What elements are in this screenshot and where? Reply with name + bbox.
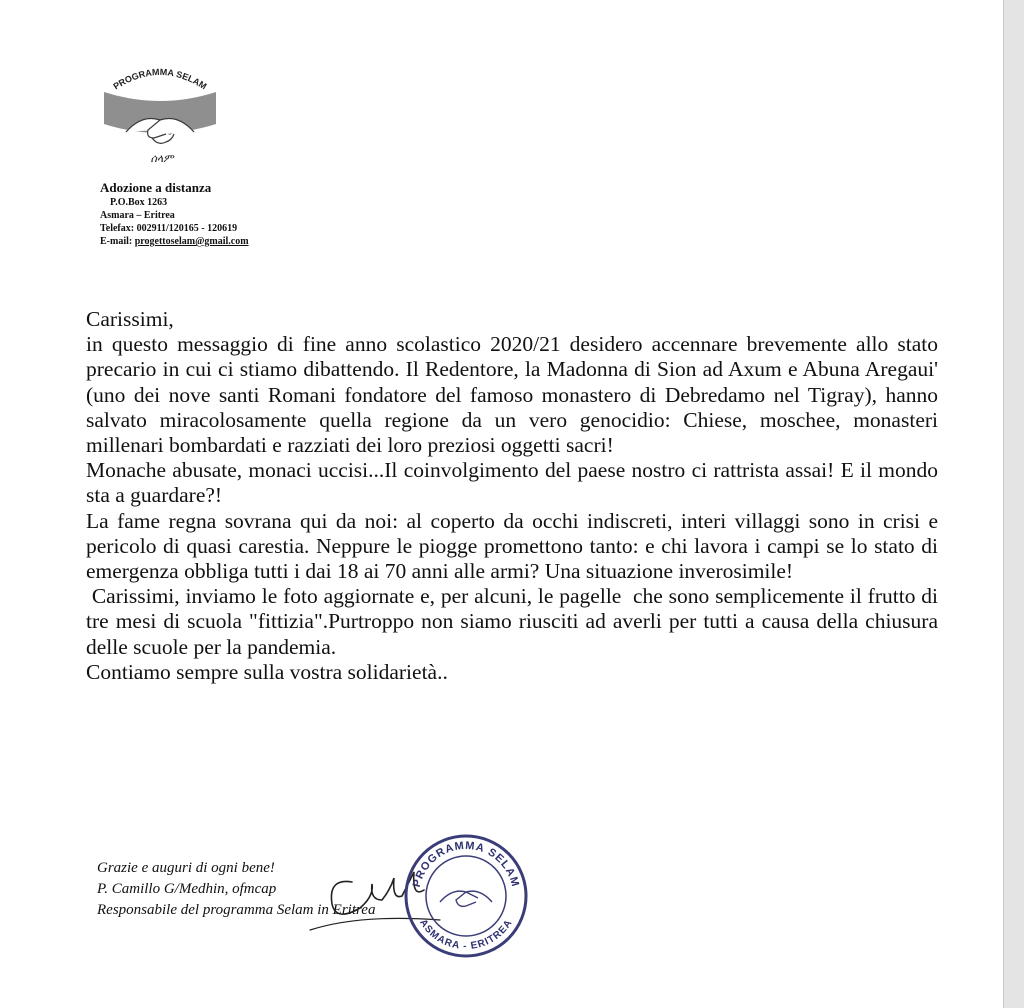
letter-paragraph: Carissimi, inviamo le foto aggiornate e, per alcuni, le pagelle che sono semplicemente il frutto di tre mesi di scuola "fittizia".Purtroppo non siamo riusciti ad averli per tutti a causa della chiusura delle scuole per la pandemia. <box>86 584 944 659</box>
letterhead <box>100 180 249 248</box>
letter-greeting: Carissimi, <box>86 307 174 331</box>
letterhead-email <box>100 235 249 248</box>
letter-paragraph: Contiamo sempre sulla vostra solidarietà.. <box>86 659 448 684</box>
letter-paragraph: in questo messaggio di fine anno scolastico 2020/21 desidero accennare brevemente allo stato precario in cui ci stiamo dibattendo. Il Redentore, la Madonna di Sion ad Axum e Abuna Aregaui' (uno dei nove santi Romani fondatore del famoso monastero di Debredamo nel Tigray), hanno salvato miracolosamente quella regione da un vero genocidio: Chiese, moschee, monasteri millenari bombardati e razziati dei loro preziosi oggetti sacri! <box>86 332 938 458</box>
letterhead-telefax: Telefax: 002911/120165 - 120619 <box>100 223 238 234</box>
letterhead-org: Adozione a distanza <box>100 180 212 195</box>
letter-body <box>86 307 944 685</box>
closing-greeting: Grazie e auguri di ogni bene! <box>97 860 275 876</box>
signatory-name: P. Camillo G/Medhin, ofmcap <box>97 881 277 897</box>
letterhead-pobox: P.O.Box 1263 <box>110 197 168 208</box>
letter-paragraph: La fame regna sovrana qui da noi: al coperto da occhi indiscreti, interi villaggi sono in crisi e pericolo di quasi carestia. Neppure le piogge promettono tanto: e chi lavora i campi se lo stato di emergenza obbliga tutti i dai 18 ai 70 anni alle armi? Una situazione inverosimile! <box>86 508 938 584</box>
letter-paragraph: Monache abusate, monaci uccisi...Il coinvolgimento del paese nostro ci rattrista assai! E il mondo sta a guardare?! <box>86 458 938 508</box>
letterhead-city: Asmara – Eritrea <box>100 210 175 221</box>
programma-selam-logo <box>100 62 220 172</box>
svg-text:PROGRAMMA SELAM: PROGRAMMA SELAM <box>111 66 209 92</box>
svg-text:ASMARA - ERITREA: ASMARA - ERITREA <box>417 917 515 953</box>
email-link[interactable]: progettoselam@gmail.com <box>134 236 249 247</box>
handshake-icon <box>440 891 492 906</box>
programma-selam-stamp <box>402 832 530 960</box>
email-label: E-mail: <box>100 236 135 247</box>
signatory-role: Responsabile del programma Selam in Eritrea <box>97 902 376 918</box>
svg-text:ሰላም: ሰላም <box>150 152 174 165</box>
page-edge <box>1003 0 1024 1008</box>
svg-text:PROGRAMMA SELAM: PROGRAMMA SELAM <box>410 839 522 889</box>
